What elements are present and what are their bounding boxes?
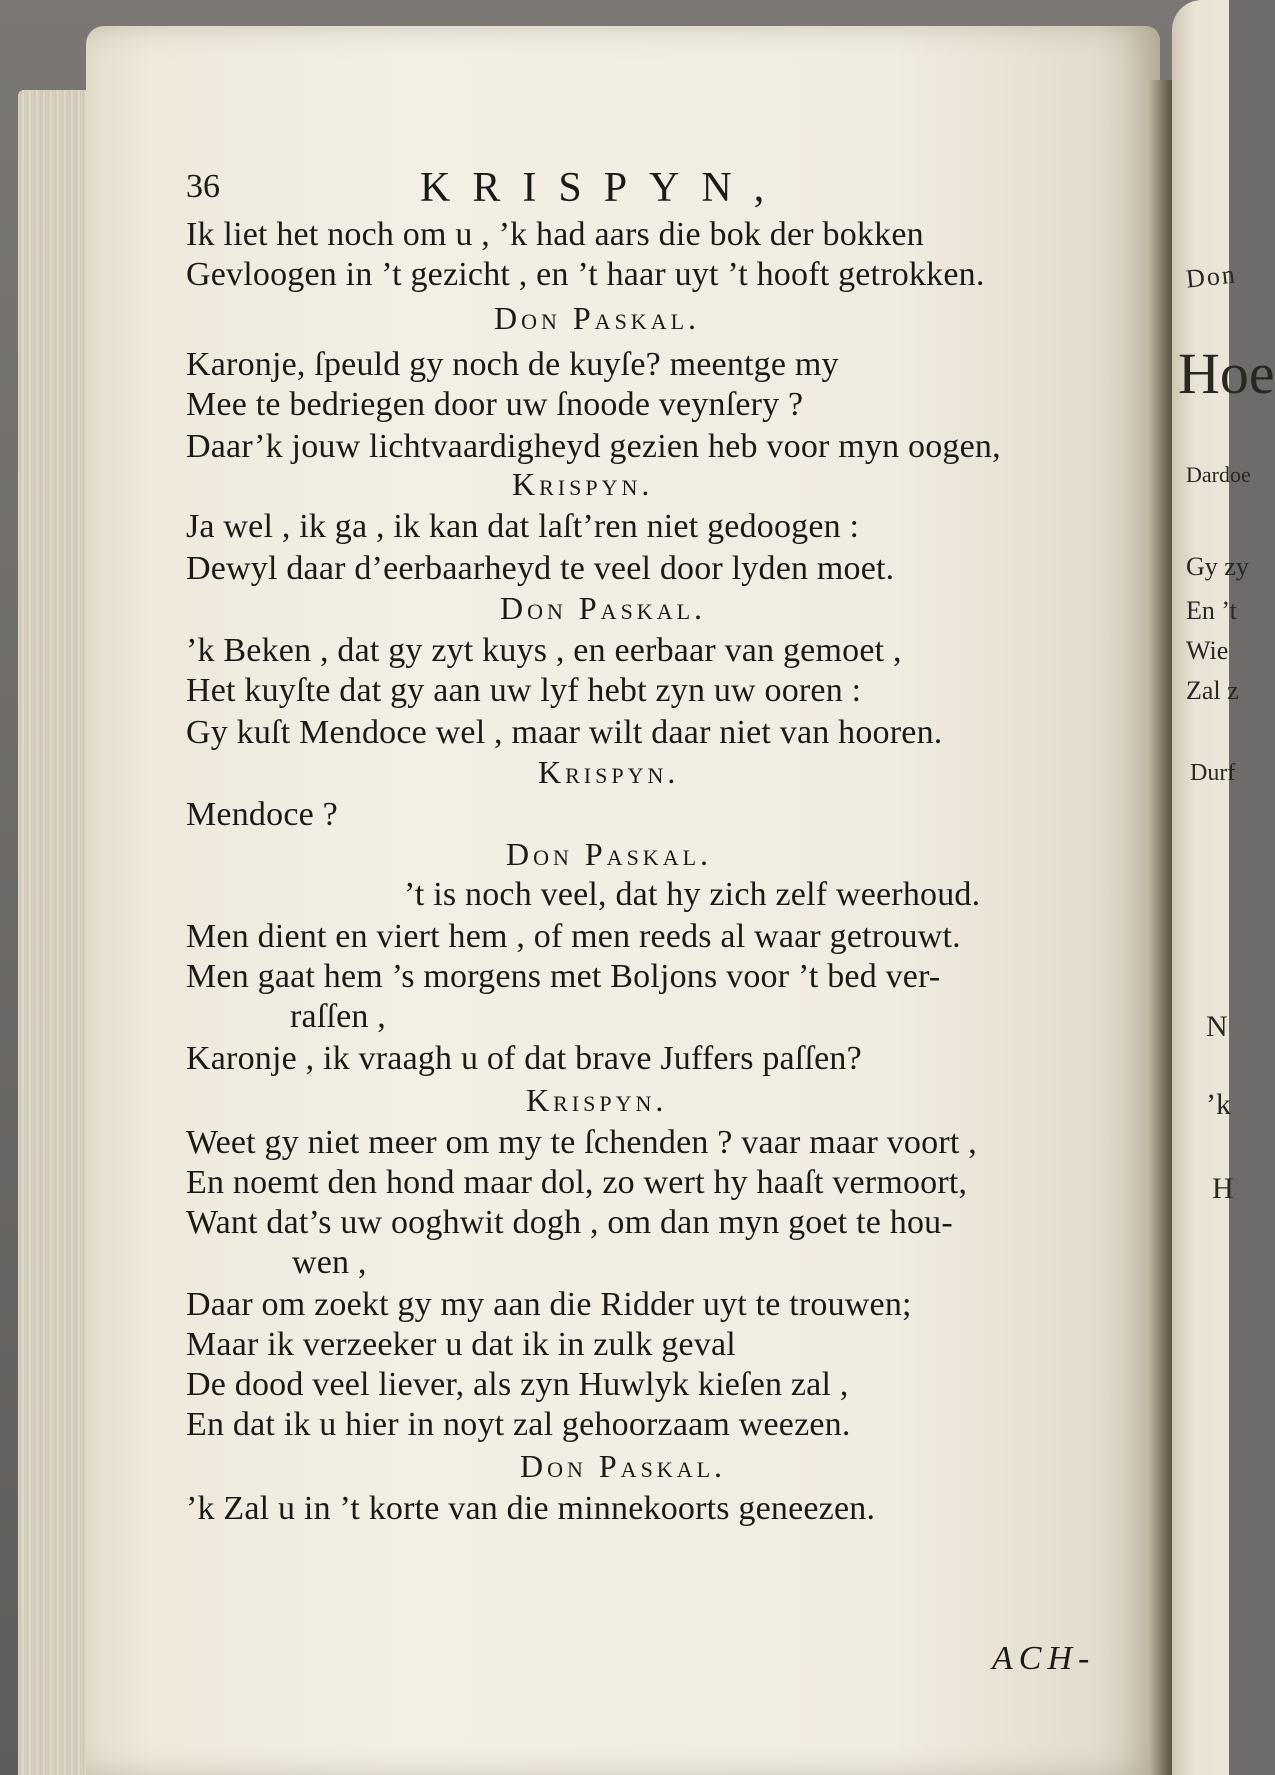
facing-fragment: Don	[1184, 259, 1239, 294]
verse-line: Maar ik verzeeker u dat ik in zulk geval	[186, 1326, 736, 1363]
verse-line: Ja wel , ik ga , ik kan dat laſt’ren niet gedoogen :	[186, 508, 860, 545]
facing-fragment: Durf	[1190, 760, 1236, 786]
facing-fragment: H	[1212, 1172, 1234, 1205]
facing-fragment: N	[1206, 1010, 1228, 1043]
speaker-name: Krispyn.	[526, 1082, 668, 1118]
facing-fragment: Gy zy	[1186, 552, 1249, 581]
verse-line: De dood veel liever, als zyn Huwlyk kieſen zal ,	[186, 1366, 849, 1403]
page-number: 36	[186, 168, 220, 205]
speaker-name: Don Paskal.	[500, 590, 707, 626]
verse-line: ’k Beken , dat gy zyt kuys , en eerbaar van gemoet ,	[186, 632, 902, 669]
verse-line: ’k Zal u in ’t korte van die minnekoorts geneezen.	[186, 1490, 876, 1527]
verse-line: raſſen ,	[290, 998, 386, 1035]
verse-line: Gevloogen in ’t gezicht , en ’t haar uyt ’t hooft getrokken.	[186, 256, 985, 293]
facing-fragment: En ’t	[1186, 596, 1237, 625]
speaker-name: Krispyn.	[512, 466, 654, 502]
verse-line: Het kuyſte dat gy aan uw lyf hebt zyn uw ooren :	[186, 672, 862, 709]
facing-fragment: Hoe	[1178, 341, 1275, 406]
verse-line: En noemt den hond maar dol, zo wert hy haaſt vermoort,	[186, 1164, 968, 1201]
speaker-name: Krispyn.	[538, 754, 680, 790]
verse-line: ’t is noch veel, dat hy zich zelf weerhoud.	[404, 876, 981, 913]
verse-line: Want dat’s uw ooghwit dogh , om dan myn goet te hou-	[186, 1204, 953, 1241]
verse-line: Weet gy niet meer om my te ſchenden ? vaar maar voort ,	[186, 1124, 977, 1161]
verse-line: Karonje , ik vraagh u of dat brave Juffers paſſen?	[186, 1040, 862, 1077]
verse-line: Gy kuſt Mendoce wel , maar wilt daar niet van hooren.	[186, 714, 943, 751]
verse-line: Daar om zoekt gy my aan die Ridder uyt te trouwen;	[186, 1286, 912, 1323]
verse-line: Dewyl daar d’eerbaarheyd te veel door lyden moet.	[186, 550, 895, 587]
verse-line: Mendoce ?	[186, 796, 338, 833]
verse-line: Karonje, ſpeuld gy noch de kuyſe? meentge my	[186, 346, 839, 383]
verse-line: Men gaat hem ’s morgens met Boljons voor ’t bed ver-	[186, 958, 941, 995]
verse-line: Daar’k jouw lichtvaardigheyd gezien heb voor myn oogen,	[186, 428, 1001, 465]
verse-line: Ik liet het noch om u , ’k had aars die bok der bokken	[186, 216, 924, 253]
verse-line: Men dient en viert hem , of men reeds al waar getrouwt.	[186, 918, 961, 955]
facing-fragment: Wie	[1186, 636, 1229, 665]
facing-fragment: ’k	[1206, 1088, 1231, 1121]
catchword: ACH-	[992, 1640, 1096, 1677]
facing-fragment: Dardoe	[1186, 462, 1251, 487]
speaker-name: Don Paskal.	[506, 836, 713, 872]
speaker-name: Don Paskal.	[494, 300, 701, 336]
speaker-name: Don Paskal.	[520, 1448, 727, 1484]
verse-line: Mee te bedriegen door uw ſnoode veynſery ?	[186, 386, 804, 423]
verse-line: En dat ik u hier in noyt zal gehoorzaam weezen.	[186, 1406, 851, 1443]
facing-fragment: Zal z	[1186, 676, 1239, 705]
verse-line: wen ,	[292, 1244, 367, 1281]
running-title: KRISPYN,	[420, 165, 787, 211]
